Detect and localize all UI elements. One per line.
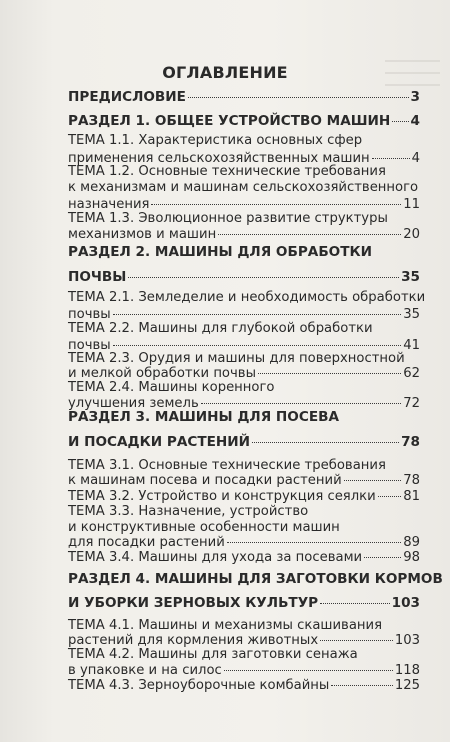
dot-leader bbox=[151, 204, 401, 205]
toc-entry-3-3-line1: ТЕМА 3.3. Назначение, устройство bbox=[68, 504, 309, 519]
toc-entry-label: механизмов и машин bbox=[68, 227, 217, 242]
toc-page-number: 78 bbox=[401, 434, 420, 450]
toc-section-1[interactable] bbox=[68, 112, 420, 130]
toc-page-number: 35 bbox=[401, 269, 420, 285]
toc-entry-label: ТЕМА 3.4. Машины для ухода за посевами bbox=[68, 550, 363, 565]
page-title: ОГЛАВЛЕНИЕ bbox=[162, 63, 288, 82]
toc-entry-1-2-line2: к механизмам и машинам сельскохозяйственного bbox=[68, 180, 419, 195]
dot-leader bbox=[227, 542, 401, 543]
dot-leader bbox=[113, 345, 402, 346]
toc-page-number: 11 bbox=[403, 197, 420, 212]
toc-entry-label: в упаковке и на силос bbox=[68, 663, 222, 678]
show-through-text bbox=[385, 84, 440, 86]
dot-leader bbox=[378, 496, 402, 497]
toc-page-number: 41 bbox=[403, 338, 420, 353]
dot-leader bbox=[224, 670, 393, 671]
dot-leader bbox=[364, 557, 401, 558]
toc-page-number: 103 bbox=[394, 633, 420, 648]
toc-section-4-line1: РАЗДЕЛ 4. МАШИНЫ ДЛЯ ЗАГОТОВКИ КОРМОВ bbox=[68, 571, 443, 587]
toc-entry-label: ПРЕДИСЛОВИЕ bbox=[68, 89, 186, 105]
dot-leader bbox=[218, 234, 401, 235]
toc-section-4[interactable] bbox=[68, 594, 420, 612]
toc-entry-label: почвы bbox=[68, 338, 111, 353]
toc-section-label: РАЗДЕЛ 1. ОБЩЕЕ УСТРОЙСТВО МАШИН bbox=[68, 113, 391, 129]
toc-page-number: 89 bbox=[403, 535, 420, 550]
toc-page-number: 103 bbox=[391, 595, 420, 611]
dot-leader bbox=[320, 603, 389, 604]
toc-entry-label: к машинам посева и посадки растений bbox=[68, 473, 342, 488]
toc-entry-label: применения сельскохозяйственных машин bbox=[68, 151, 370, 166]
toc-entry-3-3-line2: и конструктивные особенности машин bbox=[68, 520, 340, 535]
dot-leader bbox=[320, 640, 393, 641]
toc-section-2[interactable] bbox=[68, 268, 420, 286]
dot-leader bbox=[188, 97, 409, 98]
toc-entry-label: ТЕМА 3.2. Устройство и конструкция сеялки bbox=[68, 489, 376, 504]
toc-page-number: 4 bbox=[411, 151, 420, 166]
toc-entry-3-4[interactable] bbox=[68, 549, 420, 567]
dot-leader bbox=[258, 373, 401, 374]
toc-page-number: 78 bbox=[403, 473, 420, 488]
dot-leader bbox=[331, 685, 392, 686]
toc-entry-label: растений для кормления животных bbox=[68, 633, 319, 648]
toc-entry-4-2-line1: ТЕМА 4.2. Машины для заготовки сенажа bbox=[68, 647, 358, 662]
dot-leader bbox=[252, 442, 399, 443]
dot-leader bbox=[392, 121, 408, 122]
toc-section-label: И УБОРКИ ЗЕРНОВЫХ КУЛЬТУР bbox=[68, 595, 319, 611]
toc-entry-1-3[interactable] bbox=[68, 226, 420, 244]
toc-page-number: 118 bbox=[394, 663, 420, 678]
toc-page-number: 81 bbox=[403, 489, 420, 504]
toc-entry-preface[interactable] bbox=[68, 88, 420, 106]
toc-page-number: 72 bbox=[403, 396, 420, 411]
toc-entry-1-2-line1: ТЕМА 1.2. Основные технические требования bbox=[68, 164, 386, 179]
toc-page-number: 98 bbox=[403, 550, 420, 565]
toc-entry-3-1-line1: ТЕМА 3.1. Основные технические требования bbox=[68, 458, 386, 473]
dot-leader bbox=[113, 314, 402, 315]
toc-page-number: 20 bbox=[403, 227, 420, 242]
toc-entry-label: улучшения земель bbox=[68, 396, 199, 411]
dot-leader bbox=[372, 158, 410, 159]
show-through-text bbox=[385, 60, 440, 62]
toc-entry-2-2-line1: ТЕМА 2.2. Машины для глубокой обработки bbox=[68, 321, 373, 336]
dot-leader bbox=[344, 480, 402, 481]
toc-entry-2-3-line1: ТЕМА 2.3. Орудия и машины для поверхностной bbox=[68, 351, 405, 366]
toc-entry-4-1-line1: ТЕМА 4.1. Машины и механизмы скашивания bbox=[68, 618, 383, 633]
dot-leader bbox=[201, 403, 402, 404]
toc-page-number: 62 bbox=[403, 366, 420, 381]
toc-page-number: 125 bbox=[394, 678, 420, 693]
toc-entry-2-1-line1: ТЕМА 2.1. Земледелие и необходимость обработки bbox=[68, 290, 426, 305]
toc-entry-label: и мелкой обработки почвы bbox=[68, 366, 256, 381]
toc-page-number: 35 bbox=[403, 307, 420, 322]
toc-entry-2-4-line1: ТЕМА 2.4. Машины коренного bbox=[68, 380, 275, 395]
toc-section-label: И ПОСАДКИ РАСТЕНИЙ bbox=[68, 434, 251, 450]
toc-entry-label: почвы bbox=[68, 307, 111, 322]
toc-section-3-line1: РАЗДЕЛ 3. МАШИНЫ ДЛЯ ПОСЕВА bbox=[68, 409, 339, 425]
toc-entry-label: назначения bbox=[68, 197, 150, 212]
toc-page-number: 3 bbox=[410, 89, 420, 105]
toc-entry-4-3[interactable] bbox=[68, 677, 420, 695]
toc-entry-1-3-line1: ТЕМА 1.3. Эволюционное развитие структуры bbox=[68, 211, 388, 226]
toc-page-number: 4 bbox=[410, 113, 420, 129]
toc-entry-1-1-line1: ТЕМА 1.1. Характеристика основных сфер bbox=[68, 133, 363, 148]
toc-entry-label: ТЕМА 4.3. Зерноуборочные комбайны bbox=[68, 678, 330, 693]
dot-leader bbox=[128, 277, 399, 278]
toc-section-label: ПОЧВЫ bbox=[68, 269, 127, 285]
toc-entry-label: для посадки растений bbox=[68, 535, 225, 550]
toc-section-2-line1: РАЗДЕЛ 2. МАШИНЫ ДЛЯ ОБРАБОТКИ bbox=[68, 244, 373, 260]
toc-section-3[interactable] bbox=[68, 433, 420, 451]
